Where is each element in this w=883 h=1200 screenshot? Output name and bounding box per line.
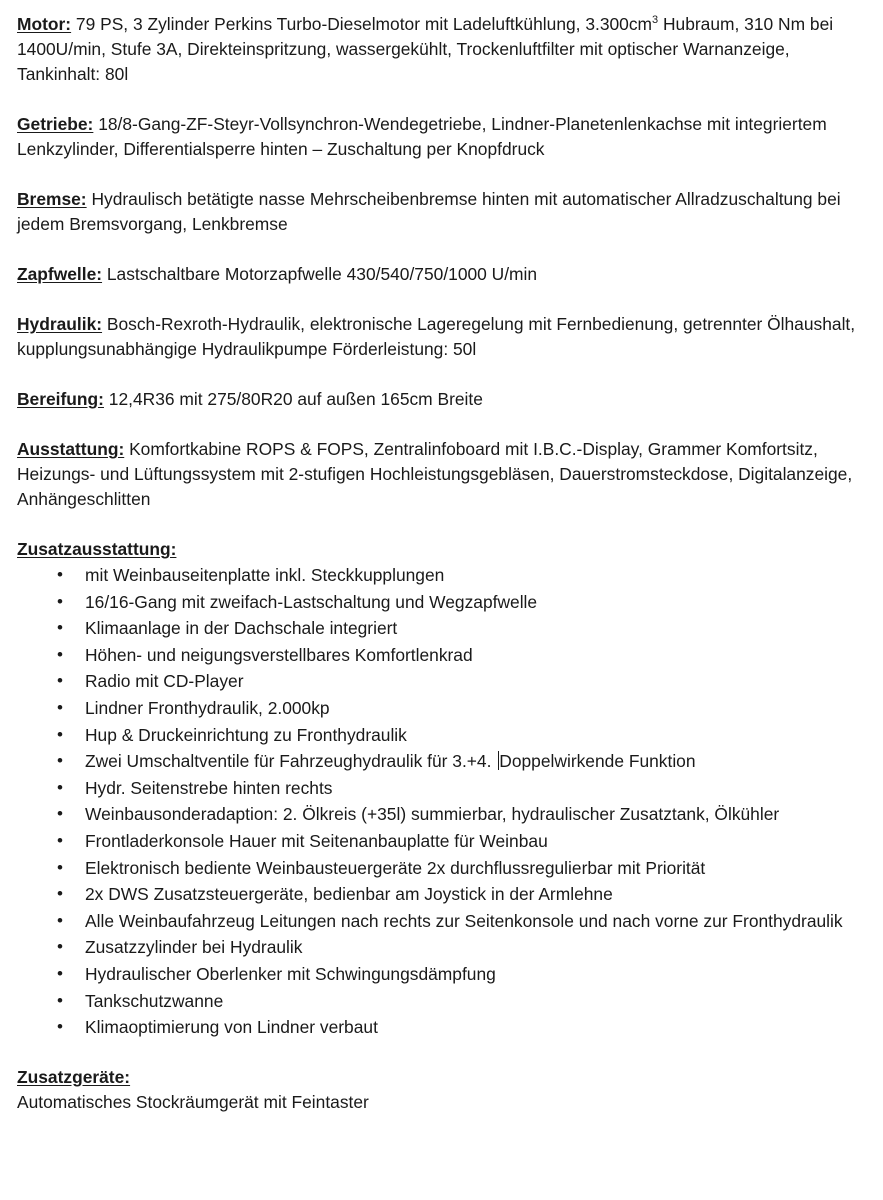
zapfwelle-text: Lastschaltbare Motorzapfwelle 430/540/750/1000 U/min <box>102 264 538 284</box>
list-item: • Weinbausonderadaption: 2. Ölkreis (+35l) summierbar, hydraulischer Zusatztank, Ölkühler <box>57 801 869 828</box>
bereifung-text: 12,4R36 mit 275/80R20 auf außen 165cm Breite <box>103 389 483 409</box>
zusatzausstattung-label: Zusatzausstattung: <box>17 539 177 559</box>
zusatzgeraete-label: Zusatzgeräte: <box>17 1066 131 1087</box>
getriebe-label: Getriebe: <box>17 114 94 134</box>
list-item: • Hup & Druckeinrichtung zu Fronthydraulik <box>57 722 869 749</box>
ausstattung-paragraph <box>17 437 869 512</box>
list-item: • Hydr. Seitenstrebe hinten rechts <box>57 775 869 802</box>
hydraulik-text: Bosch-Rexroth-Hydraulik, elektronische Lageregelung mit Fernbedienung, getrennter Ölhaushalt, kupplungsunabhängige Hydraulikpumpe Förderleistung: 50l <box>17 314 856 359</box>
list-item-text-b: Doppelwirkende Funktion <box>499 751 696 772</box>
bremse-text: Hydraulisch betätigte nasse Mehrscheibenbremse hinten mit automatischer Allradzuschaltung bei jedem Bremsvorgang, Lenkbremse <box>17 189 841 234</box>
zapfwelle-label: Zapfwelle: <box>17 264 103 284</box>
list-item: • 16/16-Gang mit zweifach-Lastschaltung und Wegzapfwelle <box>57 589 869 616</box>
list-item: • Lindner Fronthydraulik, 2.000kp <box>57 695 869 722</box>
list-item-with-cursor[interactable] <box>57 748 869 775</box>
list-item: • Elektronisch bediente Weinbausteuergeräte 2x durchflussregulierbar mit Priorität <box>57 855 869 882</box>
list-item: • 2x DWS Zusatzsteuergeräte, bedienbar am Joystick in der Armlehne <box>57 881 869 908</box>
bereifung-label: Bereifung: <box>17 389 104 409</box>
zusatzausstattung-list <box>17 562 869 1041</box>
list-item: • mit Weinbauseitenplatte inkl. Steckkupplungen <box>57 562 869 589</box>
bremse-label: Bremse: <box>17 189 87 209</box>
list-item-text-a: Zwei Umschaltventile für Fahrzeughydraulik für 3.+4. <box>85 751 497 772</box>
bremse-paragraph <box>17 187 869 237</box>
getriebe-paragraph <box>17 112 869 162</box>
hydraulik-label: Hydraulik: <box>17 314 103 334</box>
list-item: • Höhen- und neigungsverstellbares Komfortlenkrad <box>57 642 869 669</box>
list-item: • Radio mit CD-Player <box>57 668 869 695</box>
ausstattung-label: Ausstattung: <box>17 439 125 459</box>
motor-superscript: 3 <box>652 14 659 27</box>
motor-text-b: Hubraum, 310 Nm bei 1400U/min, Stufe 3A, Direkteinspritzung, wassergekühlt, Trockenluftfilter mit optischer Warnanzeige, Tankinhalt: 80l <box>17 14 834 84</box>
list-item: • Hydraulischer Oberlenker mit Schwingungsdämpfung <box>57 961 869 988</box>
motor-label: Motor: <box>17 14 72 34</box>
motor-text-a: 79 PS, 3 Zylinder Perkins Turbo-Dieselmotor mit Ladeluftkühlung, 3.300cm <box>71 14 653 34</box>
list-item: • Alle Weinbaufahrzeug Leitungen nach rechts zur Seitenkonsole und nach vorne zur Fronthydraulik <box>57 908 869 935</box>
zusatzgeraete-text: Automatisches Stockräumgerät mit Feintaster <box>17 1091 369 1112</box>
ausstattung-text: Komfortkabine ROPS & FOPS, Zentralinfoboard mit I.B.C.-Display, Grammer Komfortsitz, Heizungs- und Lüftungssystem mit 2-stufigen Hochleistungsgebläsen, Dauerstromsteckdose, Digitalanzeige, Anhängeschlitten <box>17 439 853 509</box>
hydraulik-paragraph <box>17 312 869 362</box>
bereifung-paragraph <box>17 387 869 412</box>
zapfwelle-paragraph <box>17 262 869 287</box>
list-item: • Frontladerkonsole Hauer mit Seitenanbauplatte für Weinbau <box>57 828 869 855</box>
getriebe-text: 18/8-Gang-ZF-Steyr-Vollsynchron-Wendegetriebe, Lindner-Planetenlenkachse mit integriertem Lenkzylinder, Differentialsperre hinten – Zuschaltung per Knopfdruck <box>17 114 827 159</box>
list-item: • Zusatzzylinder bei Hydraulik <box>57 934 869 961</box>
list-item: • Tankschutzwanne <box>57 988 869 1015</box>
list-item: • Klimaoptimierung von Lindner verbaut <box>57 1014 869 1041</box>
list-item: • Klimaanlage in der Dachschale integriert <box>57 615 869 642</box>
motor-paragraph <box>17 12 869 87</box>
